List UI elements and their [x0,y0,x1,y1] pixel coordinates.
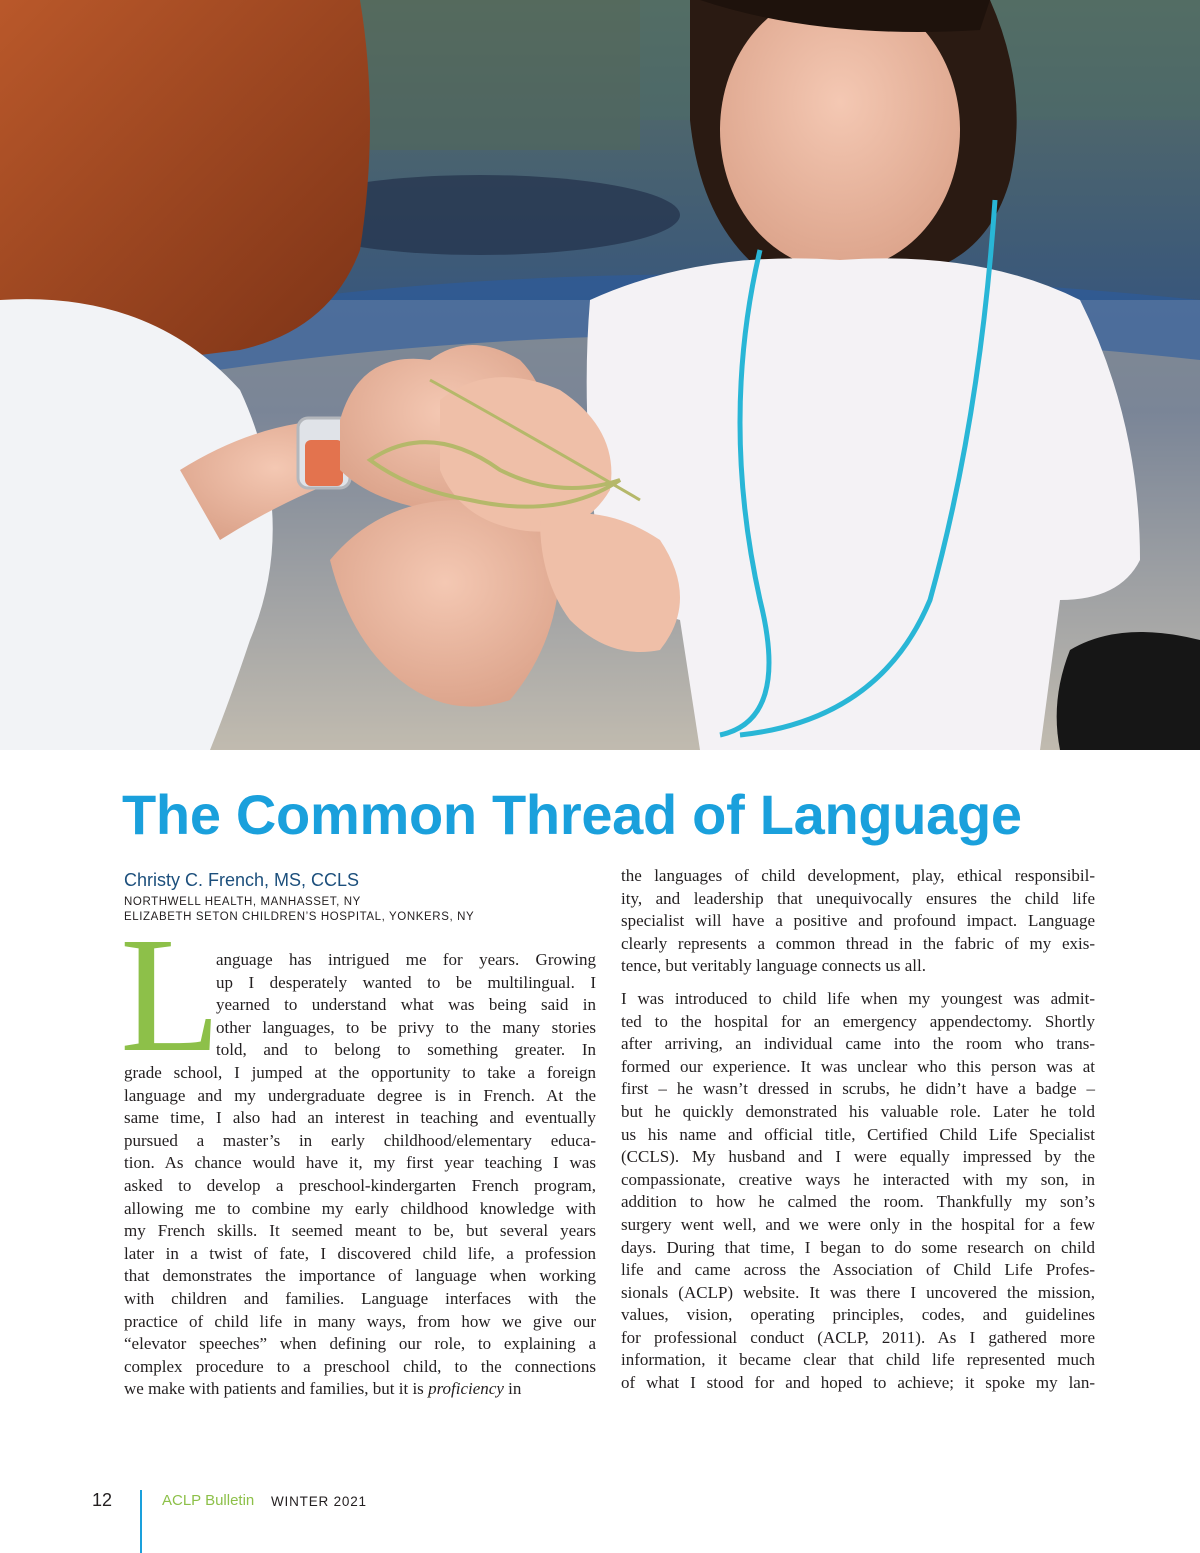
paragraph-introduction-to-child-life [621,988,1095,1395]
text-line: complex procedure to a preschool child, to the connections [124,1356,596,1376]
text-line [124,1378,596,1401]
text-line: addition to how he calmed the room. Thankfully my son’s [621,1192,1095,1212]
text-line: same time, I also had an interest in teaching and eventually [124,1108,596,1128]
text-line: allowing me to combine my early childhood knowledge with [124,1198,596,1218]
publication-name: ACLP Bulletin [162,1492,255,1509]
text-line: yearned to understand what was being said in [216,995,596,1015]
page-number: 12 [92,1490,113,1510]
text-line: pursued a master’s in early childhood/elementary educa- [124,1130,596,1150]
text-line: after arriving, an individual came into the room who trans- [621,1034,1095,1054]
text-line: formed our experience. It was unclear who this person was at [621,1056,1095,1076]
affiliation-2: ELIZABETH SETON CHILDREN’S HOSPITAL, YONKERS, NY [124,911,475,923]
text-line: information, it became clear that child life represented much [621,1350,1095,1370]
emphasis-text: proficiency [428,1379,504,1399]
footer-divider [140,1490,142,1553]
text-line: with children and families. Language interfaces with the [124,1288,596,1308]
text-line: days. During that time, I began to do some research on child [621,1237,1095,1257]
text-line: life and came across the Association of Child Life Profes- [621,1260,1095,1280]
text-line: grade school, I jumped at the opportunity to take a foreign [124,1062,596,1082]
issue-label: WINTER 2021 [271,1494,367,1509]
text-line: “elevator speeches” when defining our role, to explaining a [124,1334,596,1354]
text-line: first – he wasn’t dressed in scrubs, he didn’t have a badge – [621,1079,1095,1099]
text-line: the languages of child development, play, ethical responsibil- [621,866,1095,885]
text-line: up I desperately wanted to be multilingual. I [216,972,596,992]
text-line: told, and to belong to something greater. In [216,1040,596,1060]
text-line: anguage has intrigued me for years. Growing [216,950,596,969]
text-line: for professional conduct (ACLP, 2011). As I gathered more [621,1327,1095,1347]
text-line: ity, and leadership that unequivocally ensures the child life [621,888,1095,908]
text-line: but he quickly demonstrated his valuable role. Later he told [621,1101,1095,1121]
text-line: that demonstrates the importance of language when working [124,1266,596,1286]
text-line: my French skills. It seemed meant to be, but several years [124,1221,596,1241]
text-line: sionals (ACLP) website. It was there I uncovered the mission, [621,1282,1095,1302]
text-line: (CCLS). My husband and I were equally impressed by the [621,1147,1095,1167]
text-line: values, vision, operating principles, codes, and guidelines [621,1305,1095,1325]
intro-paragraph [124,949,596,1401]
text-line: compassionate, creative ways he interacted with my son, in [621,1169,1095,1189]
author-name: Christy C. French, MS, CCLS [124,870,360,890]
text-run: in [503,1379,522,1399]
text-line: of what I stood for and hoped to achieve; it spoke my lan- [621,1373,1095,1393]
right-column [621,865,1095,1395]
left-column [124,949,596,1401]
text-line: surgery went well, and we were only in the hospital for a few [621,1214,1095,1234]
text-line: language and my undergraduate degree is in French. At the [124,1085,596,1105]
drop-cap: L [120,903,221,1086]
paragraph-continuation [621,865,1095,978]
article-title: The Common Thread of Language [122,783,1022,846]
text-line: later in a twist of fate, I discovered child life, a profession [124,1243,596,1263]
text-line: practice of child life in many ways, from how we give our [124,1311,596,1331]
text-run: we make with patients and families, but it is [124,1379,429,1399]
text-line: other languages, to be privy to the many stories [216,1017,596,1037]
affiliation-1: NORTHWELL HEALTH, MANHASSET, NY [124,896,361,908]
hero-photo [0,0,1200,750]
text-line: us his name and official title, Certified Child Life Specialist [621,1124,1095,1144]
text-line: ted to the hospital for an emergency appendectomy. Shortly [621,1011,1095,1031]
text-line: tence, but veritably language connects us all. [621,956,926,976]
text-line: tion. As chance would have it, my first year teaching I was [124,1153,596,1173]
text-line: specialist will have a positive and profound impact. Language [621,911,1095,931]
text-line: asked to develop a preschool-kindergarten French program, [124,1175,596,1195]
text-line: I was introduced to child life when my youngest was admit- [621,988,1095,1008]
text-line: clearly represents a common thread in the fabric of my exis- [621,933,1095,953]
